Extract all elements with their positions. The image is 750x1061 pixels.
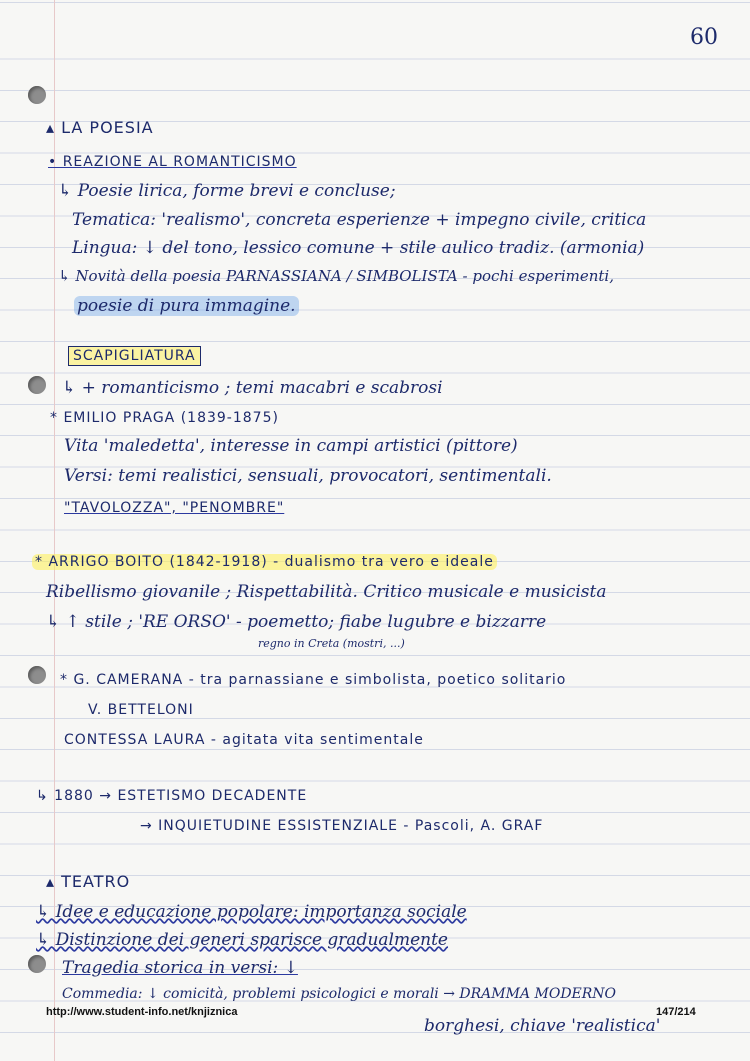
camerana-line-3: CONTESSA LAURA - agitata vita sentimentale [64, 732, 424, 748]
scapigliatura-line-3: Vita 'maledetta', interesse in campi artistici (pittore) [64, 436, 518, 456]
section-title-scapigliatura [68, 346, 201, 366]
binder-hole-icon [28, 86, 46, 104]
binder-hole-icon [28, 666, 46, 684]
poesia-line-1: • REAZIONE AL ROMANTICISMO [48, 154, 297, 170]
scapigliatura-line-4: Versi: temi realistici, sensuali, provocatori, sentimentali. [64, 466, 552, 486]
boito-line-4: regno in Creta (mostri, ...) [258, 637, 405, 650]
scapigliatura-line-2: * EMILIO PRAGA (1839-1875) [50, 410, 279, 426]
teatro-line-1: ↳ Idee e educazione popolare: importanza sociale [36, 902, 467, 922]
poesia-line-5: ↳ Novità della poesia PARNASSIANA / SIMBOLISTA - pochi esperimenti, [58, 267, 614, 285]
teatro-line-5: borghesi, chiave 'realistica' [424, 1016, 661, 1036]
poesia-line-2: ↳ Poesie lirica, forme brevi e concluse; [58, 181, 396, 201]
camerana-line-2: V. BETTELONI [88, 702, 194, 718]
footer-url[interactable]: http://www.student-info.net/knjiznica [46, 1006, 238, 1018]
boito-line-3: ↳ ↑ stile ; 'RE ORSO' - poemetto; fiabe lugubre e bizzarre [46, 612, 547, 632]
1880-line-2: → INQUIETUDINE ESSISTENZIALE - Pascoli, A. GRAF [140, 818, 544, 834]
scapigliatura-title-box: SCAPIGLIATURA [68, 346, 201, 366]
scapigliatura-line-5: "TAVOLOZZA", "PENOMBRE" [64, 500, 285, 516]
camerana-line-1: * G. CAMERANA - tra parnassiane e simbolista, poetico solitario [60, 672, 567, 688]
section-heading-poesia: ▴ LA POESIA [46, 118, 154, 137]
section-heading-teatro: ▴ TEATRO [46, 872, 131, 891]
scapigliatura-line-1: ↳ + romanticismo ; temi macabri e scabrosi [62, 378, 443, 398]
teatro-line-2: ↳ Distinzione dei generi sparisce gradualmente [36, 930, 448, 950]
teatro-line-4: Commedia: ↓ comicità, problemi psicologici e morali → DRAMMA MODERNO [62, 986, 617, 1002]
teatro-line-3: Tragedia storica in versi: ↓ [62, 958, 298, 978]
poesia-line-6 [74, 296, 299, 316]
1880-line-1: ↳ 1880 → ESTETISMO DECADENTE [36, 788, 308, 804]
boito-line-2: Ribellismo giovanile ; Rispettabilità. Critico musicale e musicista [46, 582, 607, 602]
poesia-line-4: Lingua: ↓ del tono, lessico comune + stile aulico tradiz. (armonia) [72, 238, 645, 258]
binder-hole-icon [28, 955, 46, 973]
boito-line-1 [32, 552, 497, 572]
poesia-line-3: Tematica: 'realismo', concreta esperienze + impegno civile, critica [72, 210, 647, 230]
poesia-line-6-text: poesie di pura immagine. [74, 296, 299, 316]
boito-line-1-text: * ARRIGO BOITO (1842-1918) - dualismo tra vero e ideale [32, 554, 497, 570]
footer-page-count: 147/214 [656, 1006, 696, 1018]
binder-hole-icon [28, 376, 46, 394]
page-number: 60 [690, 25, 718, 50]
